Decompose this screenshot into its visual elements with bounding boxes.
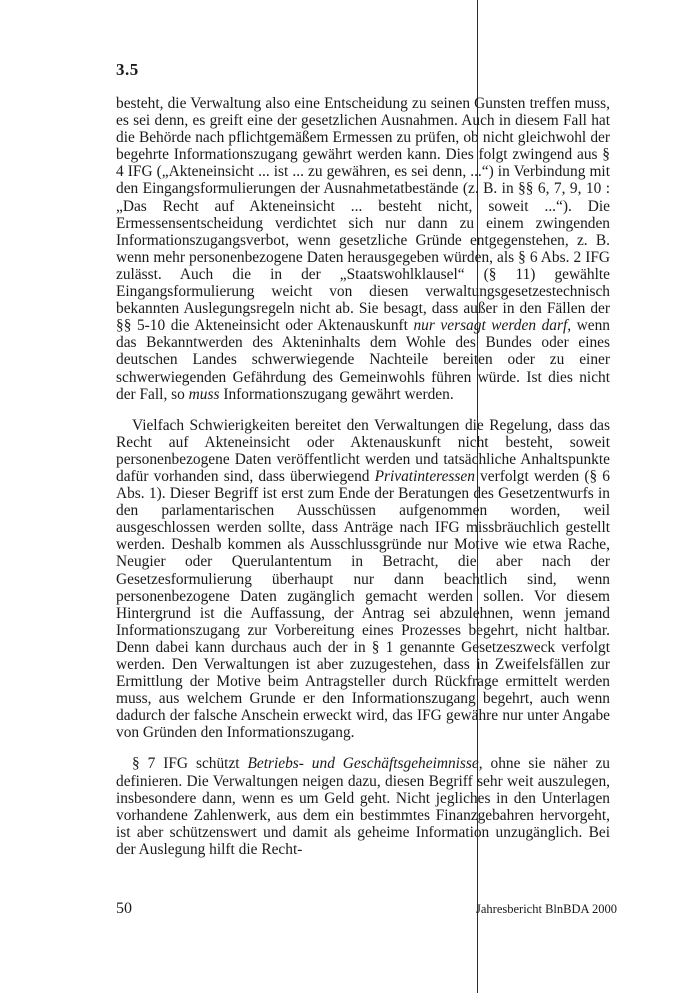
- page-number: 50: [116, 900, 132, 917]
- section-number: 3.5: [116, 60, 139, 79]
- paragraph: [116, 95, 610, 403]
- emphasized-text: muss: [188, 385, 220, 403]
- text-run: Vielfach Schwierigkeiten bereitet den Verwaltungen die Regelung, dass das Recht auf Akteneinsicht oder Aktenauskunft nicht besteht, soweit personenbezogene Daten veröffentlicht werden und tatsächliche Anhaltspunkte dafür vorhanden sind, dass überwiegend: [116, 416, 610, 485]
- text-run: verfolgt werden (§ 6 Abs. 1). Dieser Begriff ist erst zum Ende der Beratungen des Gesetzentwurfs in den parlamentarischen Ausschüssen aufgenommen worden, weil ausgeschlossen werden sollte, dass Anträge nach IFG missbräuchlich gestellt werden. Deshalb kommen als Ausschlussgründe nur Motive wie etwa Rache, Neugier oder Querulantentum in Betracht, die aber nach der Gesetzesformulierung überhaupt nur dann beachtlich sind, wenn personenbezogene Daten zugänglich gemacht werden sollen. Vor diesem Hintergrund ist die Auffassung, der Antrag sei abzulehnen, wenn jemand Informationszugang zur Vorbereitung eines Prozesses begehrt, nicht haltbar. Denn dabei kann durchaus auch der in § 1 genannte Gesetzeszweck verfolgt werden. Den Verwaltungen ist aber zuzugestehen, dass in Zweifelsfällen zur Ermittlung der Motive beim Antragsteller durch Rückfrage ermittelt werden muss, aus welchem Grunde er den Informationszugang begehrt, auch wenn dadurch der falsche Anschein erweckt wird, das IFG gewähre nur unter Angabe von Gründen den Informationszugang.: [116, 467, 610, 742]
- emphasized-text: nur versagt werden darf,: [413, 317, 572, 335]
- text-run: Informationszugang gewährt werden.: [219, 385, 454, 403]
- running-footer-title: Jahresbericht BlnBDA 2000: [476, 902, 617, 916]
- paragraph: [116, 755, 610, 858]
- text-run: besteht, die Verwaltung also eine Entscheidung zu seinen Gunsten treffen muss, es sei denn, es greift eine der gesetzlichen Ausnahmen. Auch in diesem Fall hat die Behörde nach pflichtgemäßem Ermessen zu prüfen, ob nicht gleichwohl der begehrte Informationszugang gewährt werden kann. Dies folgt zwingend aus § 4 IFG („Akteneinsicht ... ist ... zu gewähren, es sei denn, ...“) in Verbindung mit den Eingangsformulierungen der Ausnahmetatbestände (z. B. in §§ 6, 7, 9, 10 : „Das Recht auf Akteneinsicht ... besteht nicht, soweit ...“). Die Ermessensentscheidung verdichtet sich nur dann zu einem zwingenden Informationszugangsverbot, wenn gesetzliche Gründe entgegenstehen, z. B. wenn mehr personenbezogene Daten herausgegeben würden, als § 6 Abs. 2 IFG zulässt. Auch die in der „Staatswohlklausel“ (§ 11) gewählte Eingangsformulierung weicht von diesen verwaltungsgesetzestechnisch bekannten Auslegungsregeln nicht ab. Sie besagt, dass außer in den Fällen der §§ 5-10 die Akteneinsicht oder Aktenauskunft: [116, 95, 610, 335]
- emphasized-text: Betriebs- und Geschäftsgeheimnisse,: [247, 755, 483, 773]
- text-run: § 7 IFG schützt: [132, 755, 248, 773]
- text-run: wenn das Bekanntwerden des Akteninhalts dem Wohle des Bundes oder eines deutschen Landes schwerwiegende Nachteile bereiten oder zu einer schwerwiegenden Gefährdung des Gemeinwohls führen würde. Ist dies nicht der Fall, so: [116, 317, 610, 403]
- paragraph: [116, 417, 610, 742]
- text-run: ohne sie näher zu definieren. Die Verwaltungen neigen dazu, diesen Begriff sehr weit auszulegen, insbesondere dann, wenn es um Geld geht. Nicht jegliches in den Unterlagen vorhandene Zahlenwerk, aus dem ein bestimmtes Finanzgebahren hervorgeht, ist aber schützenswert und damit als geheime Information unzugänglich. Bei der Auslegung hilft die Recht-: [116, 755, 610, 858]
- emphasized-text: Privatinteressen: [374, 467, 475, 485]
- body-text: [116, 95, 610, 872]
